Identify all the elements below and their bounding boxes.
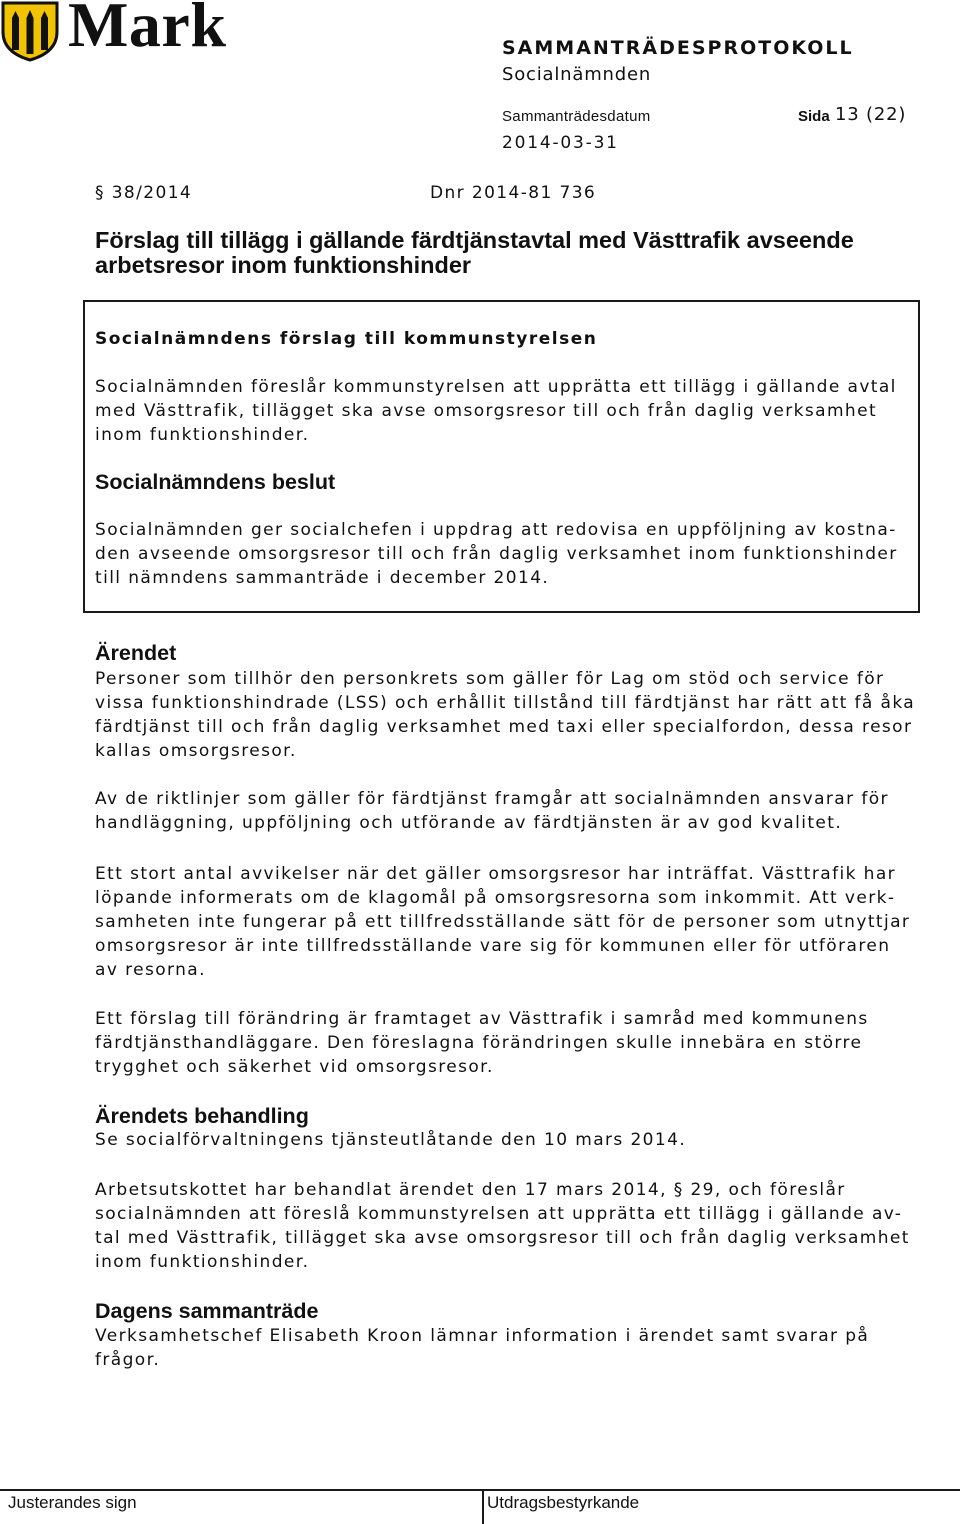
- text-line: Verksamhetschef Elisabeth Kroon lämnar information i ärendet samt svarar på: [95, 1326, 870, 1346]
- shield-post-right: [41, 11, 48, 50]
- dnr-number: Dnr 2014-81 736: [430, 183, 597, 203]
- meeting-date: 2014-03-31: [502, 133, 619, 153]
- arendet-paragraph-4: [95, 1007, 920, 1079]
- logo-wordmark: Mark: [68, 0, 227, 60]
- text-line: Socialnämnden föreslår kommunstyrelsen att upprätta ett tillägg i gällande avtal: [95, 377, 897, 397]
- footer-signature-label: Justerandes sign: [8, 1493, 137, 1512]
- behandling-paragraph-2: [95, 1178, 920, 1274]
- text-line: socialnämnden att föreslå kommunstyrelsen att upprätta ett tillägg i gällande av-: [95, 1204, 903, 1224]
- text-line: Se socialförvaltningens tjänsteutlåtande den 10 mars 2014.: [95, 1130, 687, 1150]
- arendet-paragraph-2: [95, 787, 920, 835]
- title-line: arbetsresor inom funktionshinder: [95, 252, 472, 278]
- behandling-paragraph-1: [95, 1128, 920, 1152]
- text-line: löpande informerats om de klagomål på omsorgsresorna som inkommit. Att verk-: [95, 888, 896, 908]
- footer-certification-label: Utdragsbestyrkande: [487, 1493, 640, 1512]
- section-heading-dagens: Dagens sammanträde: [95, 1299, 319, 1323]
- section-heading-arendet: Ärendet: [95, 641, 177, 665]
- text-line: trygghet och säkerhet vid omsorgsresor.: [95, 1057, 494, 1077]
- shield-post-center: [27, 10, 34, 54]
- page-label: Sida: [798, 108, 830, 125]
- document-type: SAMMANTRÄDESPROTOKOLL: [502, 37, 854, 59]
- decision-paragraph: [95, 518, 913, 590]
- text-line: färdtjänsthandläggare. Den föreslagna förändringen skulle innebära en större: [95, 1033, 863, 1053]
- coat-of-arms-icon: [0, 0, 60, 62]
- text-line: kallas omsorgsresor.: [95, 741, 297, 761]
- section-heading-behandling: Ärendets behandling: [95, 1104, 309, 1128]
- text-line: Arbetsutskottet har behandlat ärendet den 17 mars 2014, § 29, och föreslår: [95, 1180, 846, 1200]
- page-number: 13 (22): [835, 104, 907, 125]
- paragraph-number: § 38/2014: [95, 183, 193, 203]
- shield-post-left: [12, 11, 19, 50]
- text-line: inom funktionshinder.: [95, 425, 310, 445]
- dagens-paragraph-1: [95, 1324, 920, 1372]
- title-line: Förslag till tillägg i gällande färdtjänstavtal med Västtrafik avseende: [95, 227, 854, 253]
- text-line: samheten inte fungerar på ett tillfredsställande sätt för de personer som utnyttjar: [95, 912, 911, 932]
- footer-divider: [482, 1489, 484, 1524]
- text-line: inom funktionshinder.: [95, 1252, 310, 1272]
- meeting-date-label: Sammanträdesdatum: [502, 108, 651, 125]
- committee-name: Socialnämnden: [502, 64, 652, 85]
- text-line: vissa funktionshindrade (LSS) och erhållit tillstånd till färdtjänst har rätt att få åka: [95, 693, 916, 713]
- text-line: Socialnämnden ger socialchefen i uppdrag att redovisa en uppföljning av kostna-: [95, 520, 897, 540]
- proposal-heading: Socialnämndens förslag till kommunstyrelsen: [95, 329, 598, 349]
- decision-heading: Socialnämndens beslut: [95, 470, 336, 494]
- text-line: Personer som tillhör den personkrets som gäller för Lag om stöd och service för: [95, 669, 885, 689]
- text-line: av resorna.: [95, 960, 206, 980]
- case-title: [95, 228, 920, 278]
- text-line: Ett stort antal avvikelser när det gäller omsorgsresor har inträffat. Västtrafik har: [95, 864, 897, 884]
- proposal-paragraph: [95, 375, 913, 447]
- text-line: Av de riktlinjer som gäller för färdtjänst framgår att socialnämnden ansvarar för: [95, 789, 889, 809]
- text-line: den avseende omsorgsresor till och från daglig verksamhet inom funktionshinder: [95, 544, 898, 564]
- text-line: med Västtrafik, tillägget ska avse omsorgsresor till och från daglig verksamhet: [95, 401, 878, 421]
- text-line: omsorgsresor är inte tillfredsställande vare sig för kommunen eller för utföraren: [95, 936, 891, 956]
- arendet-paragraph-3: [95, 862, 920, 982]
- text-line: frågor.: [95, 1350, 161, 1370]
- text-line: tal med Västtrafik, tillägget ska avse omsorgsresor till och från daglig verksamhet: [95, 1228, 910, 1248]
- text-line: handläggning, uppföljning och utförande av färdtjänsten är av god kvalitet.: [95, 813, 843, 833]
- footer-rule: [0, 1489, 960, 1491]
- text-line: Ett förslag till förändring är framtaget av Västtrafik i samråd med kommunens: [95, 1009, 869, 1029]
- text-line: till nämndens sammanträde i december 2014.: [95, 568, 550, 588]
- text-line: färdtjänst till och från daglig verksamhet med taxi eller specialfordon, dessa resor: [95, 717, 913, 737]
- arendet-paragraph-1: [95, 667, 920, 763]
